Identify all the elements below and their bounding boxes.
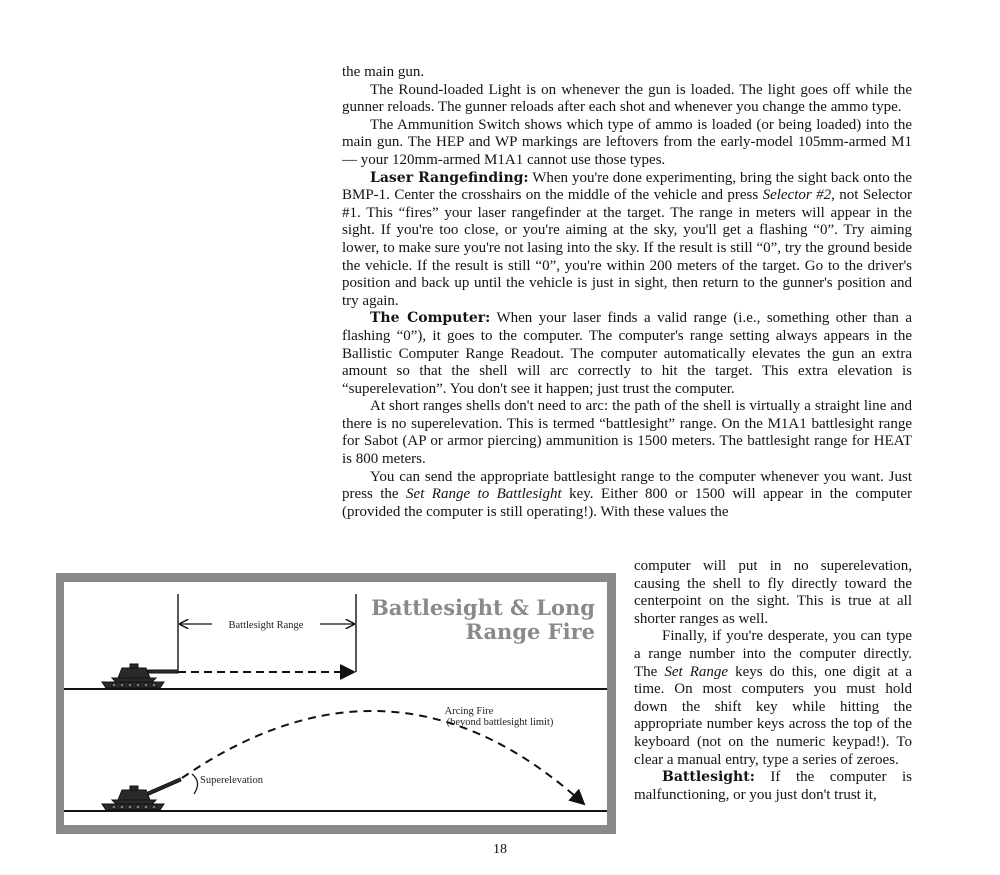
paragraph: The Ammunition Switch shows which type of ammo is loaded (or being loaded) into the main gun. The HEP and WP markings are leftovers from the early-model 105mm-armed M1 — your 120mm-armed M1A1 cannot use those types. [342, 116, 912, 168]
figure-title-line: Battlesight & Long [371, 595, 595, 620]
superelevation-angle-arc [192, 774, 198, 794]
paragraph-text: You can send the appropriate battlesight range to the computer whenever you want. Just press the [342, 468, 912, 503]
paragraph [634, 628, 912, 769]
paragraph-text: When your laser finds a valid range (i.e., something other than a flashing “0”), it goes to the computer. The computer's range setting always appears in the Ballistic Computer Range Readout. The computer automatically elevates the gun an extra amount so that the shell will arc correctly to hit the target. This extra elevation is “superelevation”. You don't see it happen; just trust the computer. [342, 310, 913, 397]
page-number: 18 [493, 842, 507, 857]
paragraph-text: , not Selector #1. This “fires” your laser rangefinder at the target. The range in meters will appear in the sight. If you're too close, or you're aiming at the sky, you'll get a flashing “0”. Try aiming lower, to make sure you're not lasing into the sky. If the result is still “0”, try the ground beside the vehicle. If the result is still “0”, you're within 200 meters of the target. Go to the driver's position and back up until the vehicle is just in sight, then return to the gunner's position and try again. [342, 187, 912, 309]
side-text-column [634, 558, 912, 804]
main-text-column [342, 64, 912, 521]
key-name: Set Range to Battlesight [406, 486, 562, 503]
tank-icon [102, 778, 181, 810]
figure-title-line: Range Fire [465, 619, 595, 644]
tank-icon [102, 664, 178, 688]
paragraph: the main gun. [342, 64, 425, 80]
key-name: Set Range [664, 663, 729, 680]
paragraph-battlesight [634, 769, 912, 804]
paragraph-text: When you're done experimenting, bring the sight back onto the BMP-1. Center the crosshairs on the middle of the vehicle and press [342, 169, 912, 204]
arcing-fire-sublabel: (beyond battlesight limit) [446, 717, 554, 728]
battlesight-figure [56, 573, 616, 834]
key-name: Selector #2 [762, 187, 832, 204]
paragraph: At short ranges shells don't need to arc: the path of the shell is virtually a straight line and there is no superelevation. This is termed “battlesight” range. On the M1A1 battlesight range for Sabot (AP or armor piercing) ammunition is 1500 meters. The battlesight range for HEAT is 800 meters. [342, 398, 912, 468]
superelevation-label: Superelevation [200, 775, 263, 786]
paragraph: The Round-loaded Light is on whenever the gun is loaded. The light goes off while the gunner reloads. The gunner reloads after each shot and whenever you change the ammo type. [342, 81, 912, 116]
paragraph: computer will put in no superelevation, causing the shell to fly directly toward the centerpoint on the sight. This is true at all shorter ranges as well. [634, 558, 912, 627]
section-heading: The Computer: [370, 310, 491, 327]
paragraph-text: If the computer is malfunctioning, or you just don't trust it, [634, 769, 912, 803]
paragraph-text: keys do this, one digit at a time. On most computers you must hold down the shift key while hitting the appropriate number keys across the top of the keyboard (not on the numeric keypad!). To clear a manual entry, type a series of zeroes. [634, 663, 912, 768]
paragraph-text: key. Either 800 or 1500 will appear in the computer (provided the computer is still operating!). With these values the [342, 486, 912, 520]
section-heading: Laser Rangefinding: [370, 169, 529, 186]
figure-illustration [64, 582, 607, 825]
arcing-fire-label: Arcing Fire [444, 706, 494, 717]
paragraph [342, 469, 912, 522]
paragraph-the-computer [342, 310, 912, 398]
paragraph-text: Finally, if you're desperate, you can type a range number into the computer directly. The [634, 628, 912, 680]
figure-panel [64, 582, 607, 825]
paragraph-laser-rangefinding [342, 170, 912, 311]
battlesight-range-label: Battlesight Range [228, 620, 304, 631]
section-heading: Battlesight: [662, 769, 755, 786]
